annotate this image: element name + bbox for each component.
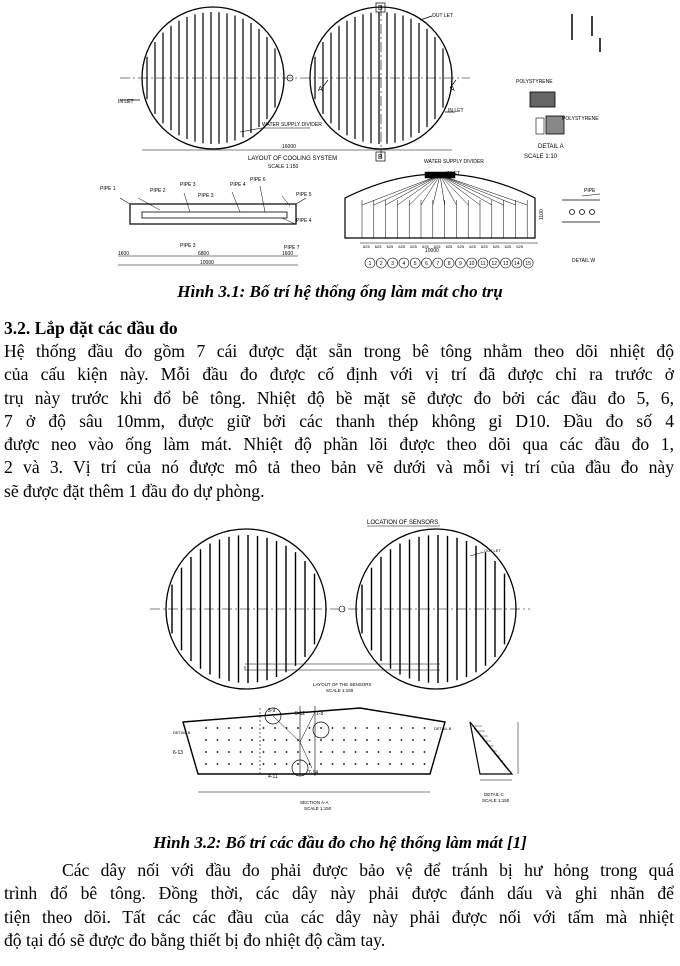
- concrete-dot: [286, 739, 288, 741]
- concrete-dot: [378, 739, 380, 741]
- concrete-dot: [424, 751, 426, 753]
- concrete-dot: [366, 763, 368, 765]
- paragraph-line: trình đổ bê tông. Đồng thời, các dây này phải được đánh dấu và ghi nhãn để: [4, 883, 674, 904]
- closing-paragraph: [4, 859, 674, 952]
- paragraph-line: 7 ở độ sâu 10mm, được giữ bởi các thanh thép không gỉ D10. Đầu đo số 4: [4, 410, 674, 431]
- spacing-label: 625: [374, 244, 382, 249]
- spacing-label: 625: [469, 244, 476, 249]
- inlet-left-label: IN LET: [118, 99, 134, 105]
- pipe-number: 11: [480, 261, 486, 267]
- spacing-label: 625: [363, 244, 370, 249]
- concrete-dot: [412, 763, 414, 765]
- supply-branch-line: [409, 175, 440, 205]
- paragraph-line: của cấu kiện này. Mỗi đầu đo được cố định với vị trí đã được chỉ ra trước ở: [4, 364, 674, 385]
- spacing-label: 625: [433, 244, 441, 249]
- pipe-number: 12: [491, 261, 498, 267]
- concrete-dot: [205, 763, 207, 765]
- dim-10000-right: 10000: [425, 248, 439, 254]
- concrete-dot: [401, 739, 403, 741]
- paragraph-line: độ tại đó sẽ được đo bằng thiết bị đo nhiệt độ cầm tay.: [4, 929, 386, 950]
- concrete-dot: [355, 739, 357, 741]
- dim-16000: 16000: [282, 144, 296, 150]
- spacing-label: 625: [492, 244, 500, 249]
- pipe-elevation: [100, 177, 312, 266]
- section-a-a: [173, 706, 452, 811]
- pipe-number: 15: [525, 261, 531, 267]
- water-supply-divider-label: WATER SUPPLY DIVIDER: [262, 122, 322, 128]
- supply-branch-line: [440, 175, 480, 205]
- figure-3-1-caption: Hình 3.1: Bố trí hệ thống ống làm mát cho trụ: [177, 282, 503, 301]
- pipe3-label-bottom: PIPE 3: [180, 243, 196, 249]
- concrete-dot: [366, 727, 368, 729]
- detail-b-right: DETAIL B: [434, 726, 452, 731]
- supply-branch-line: [440, 175, 515, 205]
- concrete-dot: [320, 763, 322, 765]
- concrete-dot: [366, 751, 368, 753]
- polystyrene-label-1: POLYSTYRENE: [516, 79, 553, 85]
- concrete-dot: [228, 739, 230, 741]
- detail-b-left: DETAIL B: [173, 730, 191, 735]
- pipe3-label-mid: PIPE 3: [198, 193, 214, 199]
- pipe-label-right: PIPE: [584, 188, 596, 194]
- concrete-dot: [424, 739, 426, 741]
- concrete-dot: [240, 739, 242, 741]
- concrete-dot: [378, 727, 380, 729]
- pipe2-label: PIPE 2: [150, 188, 166, 194]
- concrete-dot: [320, 727, 322, 729]
- section-paragraph: [4, 340, 674, 503]
- dim-1600-right: 1600: [282, 251, 294, 257]
- dim-6800: 6800: [198, 251, 210, 257]
- pipe4-label: PIPE 4: [296, 218, 312, 224]
- section-aa-label: SECTION A-A: [300, 800, 329, 805]
- sensor-outlet-label: OUT LET: [484, 548, 501, 553]
- pipe-number: 7: [436, 261, 440, 267]
- concrete-dot: [263, 751, 265, 753]
- concrete-dot: [343, 727, 345, 729]
- paragraph-line: 2 và 3. Vị trí của nó được mô tả theo bản vẽ dưới và mỗi vị trí của đầu đo này: [4, 457, 674, 478]
- layout-cooling-title: LAYOUT OF COOLING SYSTEM: [248, 156, 338, 162]
- sensor-6-13: 6-13: [173, 750, 184, 756]
- detail-w: [562, 188, 600, 264]
- concrete-dot: [343, 739, 345, 741]
- concrete-dot: [389, 727, 391, 729]
- concrete-dot: [251, 763, 253, 765]
- concrete-dot: [412, 739, 414, 741]
- detail-top-right: [572, 14, 600, 52]
- paragraph-line: được neo vào ống làm mát. Nhiệt độ phần lõi được theo dõi qua các đầu đo 1,: [4, 434, 674, 455]
- detail-c: [470, 722, 518, 803]
- concrete-dot: [240, 751, 242, 753]
- sensor-layout-scale: SCALE 1:150: [326, 688, 354, 693]
- concrete-dot: [217, 727, 219, 729]
- concrete-dot: [297, 727, 299, 729]
- concrete-dot: [343, 751, 345, 753]
- detail-c-label: DETAIL C: [484, 792, 504, 797]
- pipe6-label: PIPE 6: [250, 177, 266, 183]
- concrete-dot: [286, 763, 288, 765]
- section-aa-scale: SCALE 1:150: [304, 806, 332, 811]
- concrete-dot: [274, 739, 276, 741]
- polystyrene-label-2: POLYSTYRENE: [562, 116, 599, 122]
- concrete-dot: [389, 763, 391, 765]
- detail-w-label: DETAIL W: [572, 258, 596, 264]
- paragraph-line: Các dây nối với đầu đo phải được bảo vệ để tránh bị hư hỏng trong quá: [62, 860, 674, 880]
- pipe-number: 2: [379, 261, 383, 267]
- section-water-divider: [345, 159, 545, 268]
- concrete-dot: [424, 763, 426, 765]
- spacing-label: 625: [481, 244, 488, 249]
- pipe-number: 5: [413, 261, 417, 267]
- concrete-dot: [424, 727, 426, 729]
- supply-branch-line: [440, 175, 504, 205]
- paragraph-line: Hệ thống đầu đo gồm 7 cái được đặt sẵn trong bê tông nhằm theo dõi nhiệt độ: [4, 341, 674, 361]
- concrete-dot: [412, 727, 414, 729]
- paragraph-line: sẽ được đặt thêm 1 đầu đo dự phòng.: [4, 480, 265, 501]
- concrete-dot: [401, 763, 403, 765]
- outlet-label: OUT LET: [432, 13, 454, 19]
- dim-10000-left: 10000: [200, 260, 214, 266]
- concrete-dot: [355, 763, 357, 765]
- concrete-dot: [274, 727, 276, 729]
- pipe-number: 3: [391, 261, 394, 267]
- concrete-dot: [309, 727, 311, 729]
- spacing-label: 625: [516, 244, 524, 249]
- concrete-dot: [378, 751, 380, 753]
- concrete-dot: [251, 739, 253, 741]
- concrete-dot: [332, 727, 334, 729]
- concrete-dot: [320, 751, 322, 753]
- concrete-dot: [389, 751, 391, 753]
- inlet-right-label: IN LET: [448, 108, 464, 114]
- spacing-label: 625: [422, 244, 429, 249]
- section-b-bottom: B: [378, 154, 383, 161]
- concrete-dot: [251, 727, 253, 729]
- pipe5-label: PIPE 5: [296, 192, 312, 198]
- pipe-number: 13: [502, 261, 509, 267]
- concrete-dot: [389, 739, 391, 741]
- pipe-number: 8: [447, 261, 451, 267]
- spacing-label: 625: [504, 244, 512, 249]
- concrete-dot: [343, 763, 345, 765]
- pipe1-label: PIPE 1: [100, 186, 116, 192]
- concrete-dot: [366, 739, 368, 741]
- concrete-dot: [274, 751, 276, 753]
- sensor-7-14: 7-14: [308, 770, 319, 776]
- pipe3-label-top: PIPE 3: [180, 182, 196, 188]
- concrete-dot: [240, 763, 242, 765]
- dim-1600-left: 1600: [118, 251, 130, 257]
- concrete-dot: [401, 727, 403, 729]
- pipe4-label-top: PIPE 4: [230, 182, 246, 188]
- pipe-number: 10: [468, 261, 475, 267]
- concrete-dot: [228, 751, 230, 753]
- sensor-4-11: 4-11: [268, 774, 278, 780]
- concrete-dot: [412, 751, 414, 753]
- spacing-label: 625: [457, 244, 465, 249]
- spacing-label: 625: [445, 244, 453, 249]
- concrete-dot: [240, 727, 242, 729]
- detail-c-scale: SCALE 1:150: [482, 798, 510, 803]
- pipe-number: 6: [425, 261, 428, 267]
- concrete-dot: [332, 763, 334, 765]
- concrete-dot: [205, 739, 207, 741]
- supply-branch-line: [397, 175, 440, 205]
- concrete-dot: [228, 727, 230, 729]
- concrete-dot: [263, 739, 265, 741]
- section-heading: 3.2. Lắp đặt các đầu đo: [4, 318, 178, 338]
- concrete-dot: [401, 751, 403, 753]
- section-a-right: A: [450, 86, 455, 93]
- pipe-number: 1: [368, 261, 372, 267]
- concrete-dot: [205, 727, 207, 729]
- pipe-number: 14: [514, 261, 520, 267]
- concrete-dot: [332, 739, 334, 741]
- detail-a-drawing: [516, 79, 599, 160]
- concrete-dot: [309, 751, 311, 753]
- concrete-dot: [297, 751, 299, 753]
- paragraph-line: trụ này trước khi đổ bê tông. Nhiệt độ bề mặt sẽ được đo bởi các đầu đo 5, 6,: [4, 387, 674, 408]
- concrete-dot: [355, 727, 357, 729]
- concrete-dot: [297, 763, 299, 765]
- concrete-dot: [320, 739, 322, 741]
- figure-3-2-caption: Hình 3.2: Bố trí các đầu đo cho hệ thống làm mát [1]: [153, 833, 527, 852]
- sensor-layout-label: LAYOUT OF THE SENSORS: [313, 682, 372, 687]
- concrete-dot: [378, 763, 380, 765]
- concrete-dot: [274, 763, 276, 765]
- figure-cooling-system: [0, 0, 680, 278]
- concrete-dot: [286, 751, 288, 753]
- detail-a-label: DETAIL A: [538, 144, 564, 150]
- paragraph-line: tiện theo dõi. Tất các các đầu của các dây này phải được nối với tấm mà nhiệt: [4, 906, 674, 927]
- supply-branch-line: [374, 175, 440, 205]
- concrete-dot: [217, 763, 219, 765]
- concrete-dot: [309, 739, 311, 741]
- concrete-dot: [332, 751, 334, 753]
- concrete-dot: [263, 763, 265, 765]
- detail-a-scale: SCALE 1:10: [524, 154, 558, 160]
- spacing-label: 625: [386, 244, 394, 249]
- layout-cooling-scale: SCALE 1:150: [268, 164, 299, 170]
- concrete-dot: [205, 751, 207, 753]
- figure-sensor-location: [0, 512, 680, 824]
- inlet2-label: INLET: [446, 171, 461, 177]
- dim-1100: 1100: [539, 209, 545, 220]
- concrete-dot: [217, 751, 219, 753]
- section-a-left: A: [318, 86, 323, 93]
- concrete-dot: [251, 751, 253, 753]
- section-b-top: B: [378, 5, 383, 12]
- sensor-5-12: 5-12: [295, 711, 306, 717]
- concrete-dot: [228, 763, 230, 765]
- pipe-number: 9: [459, 261, 462, 267]
- sensor-1-8: 1-8: [316, 711, 324, 717]
- spacing-label: 625: [410, 244, 417, 249]
- concrete-dot: [355, 751, 357, 753]
- pipe-number: 4: [402, 261, 406, 267]
- sensor-3-9: 3-9: [268, 708, 276, 714]
- pipe7-label: PIPE 7: [284, 245, 300, 251]
- concrete-dot: [263, 727, 265, 729]
- spacing-label: 625: [398, 244, 406, 249]
- wsd2-label: WATER SUPPLY DIVIDER: [424, 159, 484, 165]
- concrete-dot: [217, 739, 219, 741]
- sensor-title: LOCATION OF SENSORS: [367, 520, 439, 526]
